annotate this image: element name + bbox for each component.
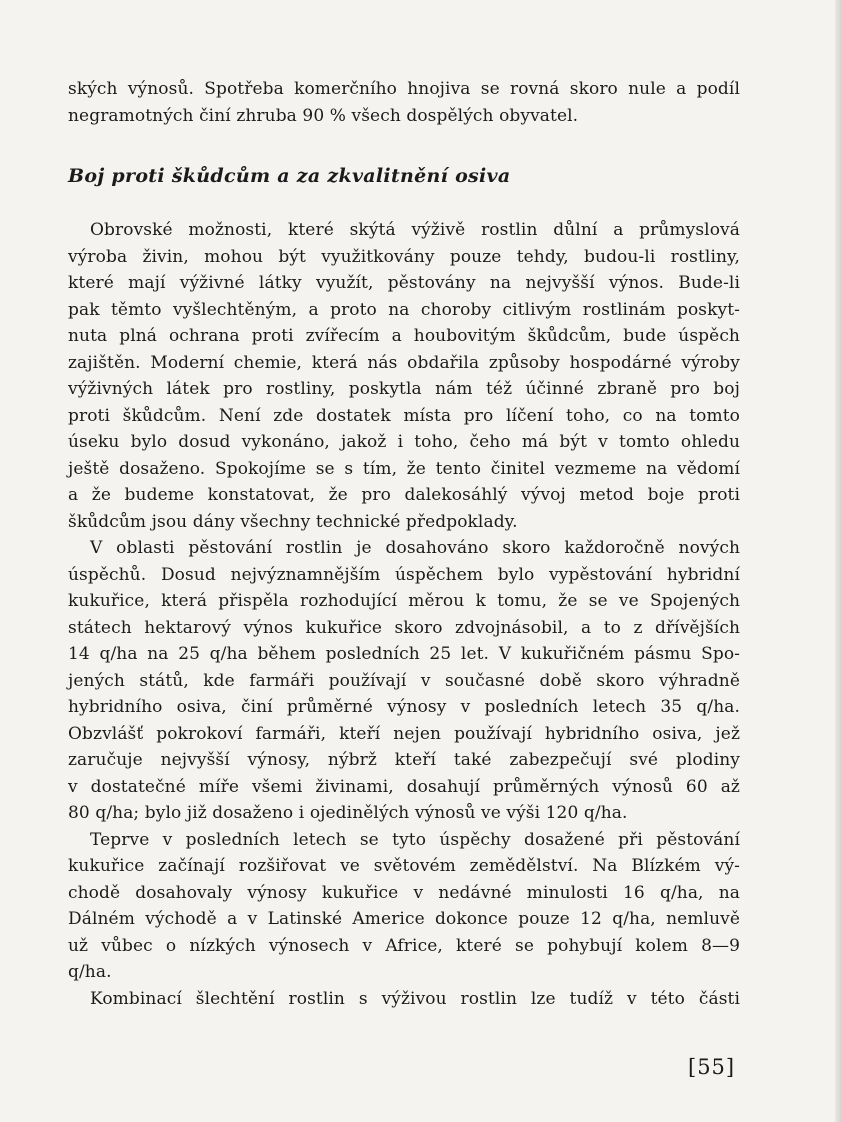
paragraph-3	[68, 827, 740, 986]
paragraph-4	[68, 986, 740, 1013]
text-line: v dostatečné míře všemi živinami, dosahují průměrných výnosů 60 až	[68, 776, 740, 797]
text-line: proti škůdcům. Není zde dostatek místa pro líčení toho, co na tomto	[68, 405, 740, 426]
text-line: výroba živin, mohou být využitkovány pouze tehdy, budou-li rostliny,	[68, 246, 740, 267]
text-line: q/ha.	[68, 962, 112, 982]
text-line: 14 q/ha na 25 q/ha během posledních 25 let. V kukuřičném pásmu Spo-	[68, 644, 740, 664]
text-line: úseku bylo dosud vykonáno, jakož i toho, čeho má být v tomto ohledu	[68, 432, 740, 452]
text-line: Teprve v posledních letech se tyto úspěchy dosažené při pěstování	[90, 829, 740, 850]
page-body	[68, 76, 740, 1012]
text-line: nuta plná ochrana proti zvířecím a houbovitým škůdcům, bude úspěch	[68, 326, 740, 346]
text-line: výživných látek pro rostliny, poskytla nám též účinné zbraně pro boj	[68, 379, 740, 399]
text-line: ských výnosů. Spotřeba komerčního hnojiva se rovná skoro nule a podíl	[68, 79, 740, 99]
text-line: pak těmto vyšlechtěným, a proto na choroby citlivým rostlinám poskyt-	[68, 299, 740, 320]
text-line: a že budeme konstatovat, že pro dalekosáhlý vývoj metod boje proti	[68, 485, 740, 505]
page-number: [55]	[688, 1055, 736, 1079]
text-line: státech hektarový výnos kukuřice skoro zdvojnásobil, a to z dřívějších	[68, 617, 740, 638]
text-line: už vůbec o nízkých výnosech v Africe, které se pohybují kolem 8—9	[68, 935, 740, 956]
text-line: kukuřice, která přispěla rozhodující měrou k tomu, že se ve Spojených	[68, 591, 740, 611]
paragraph-2	[68, 535, 740, 827]
text-line: chodě dosahovaly výnosy kukuřice v nedávné minulosti 16 q/ha, na	[68, 882, 740, 903]
text-line: úspěchů. Dosud nejvýznamnějším úspěchem bylo vypěstování hybridní	[68, 564, 740, 585]
text-line: které mají výživné látky využít, pěstovány na nejvyšší výnos. Bude-li	[68, 273, 740, 293]
text-line: škůdcům jsou dány všechny technické předpoklady.	[68, 511, 518, 532]
text-line: zajištěn. Moderní chemie, která nás obdařila způsoby hospodárné výroby	[68, 352, 740, 373]
text-line: jených států, kde farmáři používají v současné době skoro výhradně	[68, 670, 740, 691]
intro-paragraph	[68, 76, 740, 129]
paragraph-1	[68, 217, 740, 535]
text-line: V oblasti pěstování rostlin je dosahováno skoro každoročně nových	[90, 538, 740, 558]
text-line: ještě dosaženo. Spokojíme se s tím, že tento činitel vezmeme na vědomí	[68, 458, 740, 479]
text-line: Obzvlášť pokrokoví farmáři, kteří nejen používají hybridního osiva, jež	[68, 723, 740, 744]
text-line: Kombinací šlechtění rostlin s výživou rostlin lze tudíž v této části	[90, 988, 740, 1009]
text-line: hybridního osiva, činí průměrné výnosy v posledních letech 35 q/ha.	[68, 697, 740, 717]
text-line: kukuřice začínají rozšiřovat ve světovém zemědělství. Na Blízkém vý-	[68, 856, 740, 876]
text-line: zaručuje nejvyšší výnosy, nýbrž kteří také zabezpečují své plodiny	[68, 750, 740, 770]
text-line: Dálném východě a v Latinské Americe dokonce pouze 12 q/ha, nemluvě	[68, 909, 740, 929]
text-line: Obrovské možnosti, které skýtá výživě rostlin důlní a průmyslová	[90, 220, 740, 240]
text-line: negramotných činí zhruba 90 % všech dospělých obyvatel.	[68, 105, 579, 126]
text-line: 80 q/ha; bylo již dosaženo i ojedinělých výnosů ve výši 120 q/ha.	[68, 803, 628, 823]
section-heading: Boj proti škůdcům a za zkvalitnění osiva	[68, 165, 511, 187]
page-edge	[835, 0, 841, 1122]
